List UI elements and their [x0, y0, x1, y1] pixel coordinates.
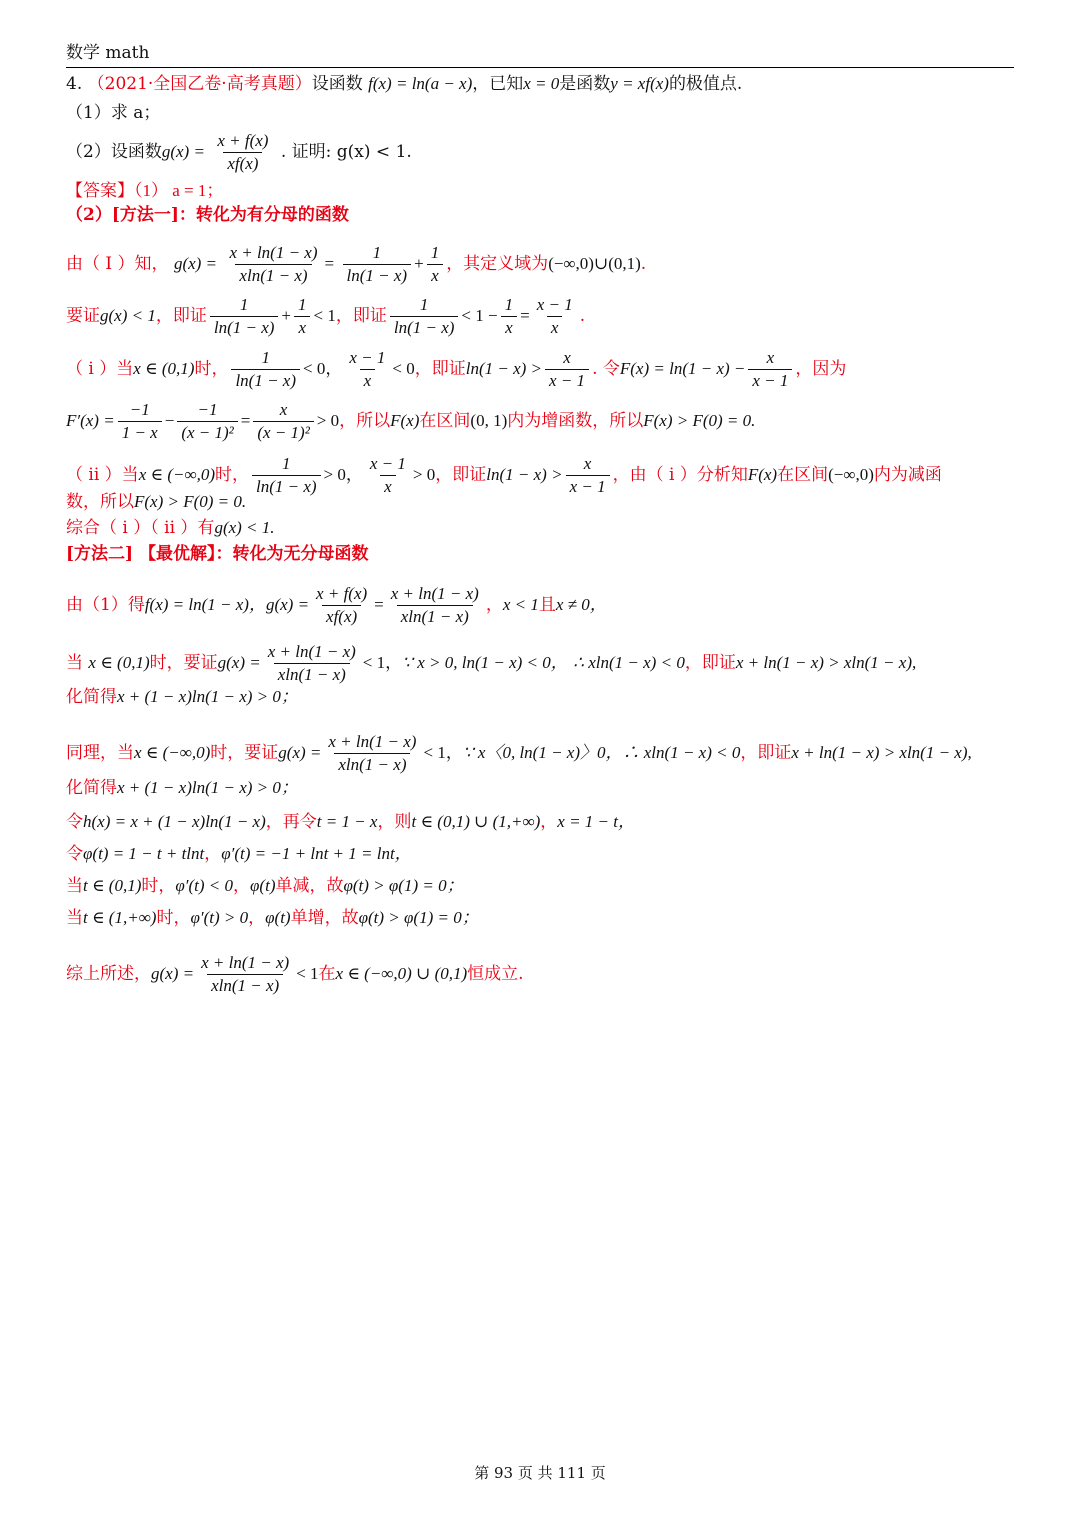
fraction: [197, 952, 293, 997]
expr: ∵ x〈0, ln(1 − x)〉0，: [462, 743, 623, 762]
fraction: [545, 347, 589, 392]
expr: < 1: [296, 964, 319, 983]
expr: x ≠ 0，: [555, 595, 607, 614]
text: ，再令: [265, 812, 317, 832]
expr: x + ln(1 − x) > xln(1 − x),: [735, 653, 917, 672]
denominator: x: [501, 316, 517, 339]
problem-stem: [66, 72, 1014, 96]
part1-text: （1）求 a；: [66, 103, 161, 123]
expr: x ∈ (0,1): [88, 653, 150, 672]
fraction: [253, 399, 313, 444]
answer-part1-text: （1） a = 1；: [134, 181, 224, 200]
expr: F(x) > F(0) = 0.: [643, 411, 756, 430]
stem-text: ，已知: [472, 74, 524, 94]
problem-part1: [66, 101, 1014, 125]
expr: < 0: [392, 359, 415, 378]
text: 时，要证: [149, 653, 218, 673]
fraction: [387, 583, 483, 628]
expr: g(x) =: [278, 743, 322, 762]
expr: x = 1 − t，: [557, 812, 635, 831]
text: 化简得: [66, 778, 117, 798]
denominator: xln(1 − x): [274, 663, 350, 686]
expr: x ∈ (−∞,0): [138, 465, 215, 484]
method2-line4: [66, 731, 1014, 776]
expr: x + ln(1 − x) > xln(1 − x),: [791, 743, 972, 762]
text: ，所以: [339, 411, 391, 431]
stem-y: y = xf(x): [610, 74, 669, 93]
text: 时，: [194, 359, 229, 379]
text: 要证: [66, 306, 100, 326]
text: ，: [233, 876, 251, 896]
expr: h(x) = x + (1 − x)ln(1 − x): [83, 812, 266, 831]
expr: ∴ xln(1 − x) < 0: [622, 743, 741, 762]
numerator: 1: [282, 454, 291, 473]
numerator: 1: [372, 243, 382, 262]
expr: F(x) > F(0) = 0.: [134, 492, 247, 511]
expr: t ∈ (1,+∞): [83, 908, 157, 927]
numerator: x − 1: [349, 348, 386, 367]
numerator: x + f(x): [217, 131, 269, 150]
expr: ∵ x > 0, ln(1 − x) < 0，: [402, 653, 568, 672]
fraction: [748, 347, 792, 392]
text: 时，: [141, 876, 176, 896]
text: 恒成立.: [467, 964, 524, 984]
text: ，: [204, 844, 222, 864]
fraction: [343, 242, 412, 287]
expr: g(x) =: [151, 964, 195, 983]
text: 时，: [214, 465, 249, 485]
expr: =: [324, 254, 335, 273]
expr: g(x) < 1.: [214, 518, 275, 537]
expr: φ(t): [250, 876, 276, 895]
expr: x < 1: [502, 595, 539, 614]
fraction: [210, 294, 279, 339]
text: 单增，故: [290, 908, 359, 928]
fraction: [427, 242, 444, 287]
expr: t ∈ (0,1) ∪ (1,+∞): [411, 812, 541, 831]
fraction: [324, 731, 420, 776]
numerator: −1: [197, 400, 218, 419]
fraction: [294, 294, 311, 339]
denominator: ln(1 − x): [231, 369, 300, 392]
numerator: x: [766, 348, 775, 367]
expr: ln(1 − x) >: [486, 465, 563, 484]
text: 令: [66, 812, 83, 832]
text: ，其定义域为: [446, 254, 549, 274]
numerator: x + ln(1 − x): [229, 243, 318, 262]
fraction: [501, 294, 518, 339]
fraction: [118, 399, 162, 444]
method1-line4: [66, 399, 1014, 444]
fraction: [231, 347, 300, 392]
expr: < 1: [313, 306, 336, 325]
expr: g(x) < 1: [100, 306, 156, 325]
expr: F(x): [390, 411, 420, 430]
answer-part1: [66, 179, 1014, 203]
expr: x ∈ (−∞,0): [134, 743, 211, 762]
page-header: 数学 math: [66, 43, 150, 63]
text: ，即证: [155, 306, 207, 326]
denominator: (x − 1)²: [253, 421, 313, 444]
numerator: x − 1: [369, 454, 406, 473]
expr: =: [520, 306, 530, 325]
expr: =: [374, 595, 384, 614]
text: 由（ Ⅰ ）知，: [66, 254, 169, 274]
text: ，: [485, 595, 503, 615]
expr: φ(t) > φ(1) = 0；: [343, 876, 464, 895]
expr: x ∈ (0,1): [133, 359, 195, 378]
part2-text: . 证明: g(x) < 1.: [280, 142, 412, 162]
method2-line3: [66, 685, 1014, 709]
stem-text: 的极值点.: [668, 74, 743, 94]
expr: t ∈ (0,1): [83, 876, 142, 895]
stem-text: 设函数: [311, 74, 363, 94]
numerator: x: [583, 454, 592, 473]
stem-condition: x = 0: [523, 74, 560, 93]
method2-line10: [66, 952, 1014, 997]
expr: ∴ xln(1 − x) < 0: [573, 653, 685, 672]
fraction: [533, 294, 577, 339]
method2-line7: [66, 842, 1014, 866]
fraction: [390, 294, 459, 339]
denominator: ln(1 − x): [343, 264, 412, 287]
numerator: −1: [129, 400, 150, 419]
text: ，即证: [414, 359, 466, 379]
text: ，即证: [740, 743, 792, 763]
text: 当: [66, 653, 83, 673]
numerator: 1: [504, 295, 514, 314]
method2-line5: [66, 776, 1014, 800]
method1-title-text: （2）[方法一]：转化为有分母的函数: [66, 205, 349, 225]
fraction: [213, 130, 272, 175]
text: . 令: [592, 359, 620, 379]
method1-line7: [66, 516, 1014, 540]
numerator: x + ln(1 − x): [201, 953, 290, 972]
stem-text: 是函数: [559, 74, 611, 94]
expr: g(x) =: [173, 254, 218, 273]
text: 在: [318, 964, 336, 984]
numerator: 1: [239, 295, 249, 314]
text: 数，所以: [66, 492, 134, 512]
method1-line3: [66, 347, 1014, 392]
text: ，即证: [335, 306, 387, 326]
stem-function: f(x) = ln(a − x): [368, 74, 473, 93]
expr: x + (1 − x)ln(1 − x) > 0；: [117, 778, 298, 797]
numerator: 1: [261, 348, 270, 367]
text: ，则: [377, 812, 412, 832]
method2-line2: [66, 641, 1014, 686]
expr: x + (1 − x)ln(1 − x) > 0；: [117, 687, 298, 706]
text: 同理，当: [66, 743, 134, 763]
expr: φ′(t) > 0: [190, 908, 249, 927]
expr: < 0，: [303, 359, 343, 378]
numerator: 1: [419, 295, 429, 314]
fraction: [264, 641, 360, 686]
method1-line1: [66, 242, 1014, 287]
numerator: x + ln(1 − x): [328, 732, 417, 751]
expr: −: [164, 411, 175, 430]
denominator: xln(1 − x): [207, 974, 283, 997]
denominator: xln(1 − x): [235, 264, 311, 287]
part2-g: g(x) =: [161, 142, 205, 161]
method2-line9: [66, 906, 1014, 930]
denominator: xln(1 − x): [397, 605, 473, 628]
text: （ ii ）当: [66, 465, 139, 485]
expr: x ∈ (−∞,0) ∪ (0,1): [335, 964, 468, 983]
expr: g(x) =: [265, 595, 310, 614]
text: 内为减函: [873, 465, 942, 485]
expr: > 0，: [323, 465, 363, 484]
text: 当: [66, 908, 83, 928]
expr: =: [240, 411, 251, 430]
text: 令: [66, 844, 83, 864]
text: 内为增函数，所以: [507, 411, 644, 431]
problem-number: 4.: [66, 74, 83, 94]
denominator: ln(1 − x): [252, 475, 321, 498]
method2-line8: [66, 874, 1014, 898]
numerator: x + ln(1 − x): [390, 584, 479, 603]
method2-title: [66, 542, 1014, 566]
denominator: xln(1 − x): [334, 753, 410, 776]
expr: (−∞,0): [828, 465, 874, 484]
method2-line6: [66, 810, 1014, 834]
expr: φ′(t) = −1 + lnt + 1 = lnt，: [221, 844, 412, 863]
expr: φ(t) = 1 − t + tlnt: [83, 844, 205, 863]
expr: (−∞,0)∪(0,1): [548, 254, 641, 273]
text: .: [640, 254, 647, 274]
expr: > 0: [412, 465, 436, 484]
text: ，由（ i ）分析知: [612, 465, 748, 485]
text: （ i ）当: [66, 359, 134, 379]
text: 在区间: [419, 411, 471, 431]
text: ，因为: [795, 359, 847, 379]
expr: φ(t) > φ(1) = 0；: [358, 908, 479, 927]
expr: < 1，: [362, 653, 403, 672]
numerator: x: [279, 400, 288, 419]
fraction: [225, 242, 321, 287]
denominator: x − 1: [545, 369, 589, 392]
denominator: x: [380, 475, 396, 498]
method2-line1: [66, 583, 1014, 628]
denominator: 1 − x: [118, 421, 162, 444]
method2-title-text: [方法二] 【最优解】：转化为无分母函数: [66, 544, 369, 564]
problem-part2: [66, 130, 1014, 175]
expr: < 1，: [423, 743, 463, 762]
numerator: 1: [430, 243, 440, 262]
text: 在区间: [777, 465, 829, 485]
expr: φ(t): [265, 908, 291, 927]
denominator: x: [294, 316, 310, 339]
denominator: ln(1 − x): [390, 316, 459, 339]
text: 单减，故: [275, 876, 344, 896]
denominator: x: [360, 369, 376, 392]
expr: t = 1 − x: [316, 812, 378, 831]
fraction: [312, 583, 371, 628]
expr: > 0: [316, 411, 340, 430]
expr: F(x) = ln(1 − x) −: [619, 359, 746, 378]
denominator: (x − 1)²: [177, 421, 237, 444]
method1-line6: [66, 490, 1014, 514]
header-divider: [66, 67, 1014, 68]
expr: (0, 1): [470, 411, 508, 430]
part2-text: （2）设函数: [66, 142, 162, 162]
numerator: x + ln(1 − x): [267, 642, 356, 661]
expr: +: [414, 254, 424, 273]
numerator: x − 1: [536, 295, 573, 314]
text: 化简得: [66, 687, 117, 707]
text: 时，: [156, 908, 191, 928]
numerator: 1: [298, 295, 307, 314]
denominator: x: [547, 316, 563, 339]
method1-line2: [66, 294, 1014, 339]
fraction: [177, 399, 237, 444]
expr: f(x) = ln(1 − x)，: [144, 595, 266, 614]
text: ，: [540, 812, 558, 832]
text: .: [579, 306, 586, 326]
text: ，即证: [684, 653, 736, 673]
denominator: x − 1: [566, 475, 610, 498]
text: ，: [248, 908, 266, 928]
problem-source: （2021·全国乙卷·高考真题）: [87, 74, 312, 94]
denominator: xf(x): [322, 605, 361, 628]
method1-title: [66, 203, 1014, 227]
expr: ln(1 − x) >: [465, 359, 543, 378]
text: 当: [66, 876, 83, 896]
expr: < 1 −: [461, 306, 498, 325]
denominator: x: [427, 264, 443, 287]
text: 且: [538, 595, 556, 615]
answer-tag: 【答案】: [66, 181, 134, 201]
denominator: xf(x): [223, 152, 262, 175]
text: ，即证: [435, 465, 487, 485]
numerator: x: [563, 348, 571, 367]
page-footer: 第 93 页 共 111 页: [474, 1464, 606, 1482]
text: 由（1）得: [66, 595, 145, 615]
text: 时，要证: [210, 743, 279, 763]
denominator: ln(1 − x): [210, 316, 279, 339]
expr: +: [281, 306, 291, 325]
expr: g(x) =: [217, 653, 261, 672]
numerator: x + f(x): [316, 584, 368, 603]
expr: φ′(t) < 0: [175, 876, 234, 895]
text: 综合（ i ）（ ii ）有: [66, 518, 215, 538]
expr: F(x): [747, 465, 778, 484]
text: 综上所述，: [66, 964, 151, 984]
denominator: x − 1: [748, 369, 792, 392]
expr: F′(x) =: [66, 411, 115, 430]
fraction: [345, 347, 389, 392]
